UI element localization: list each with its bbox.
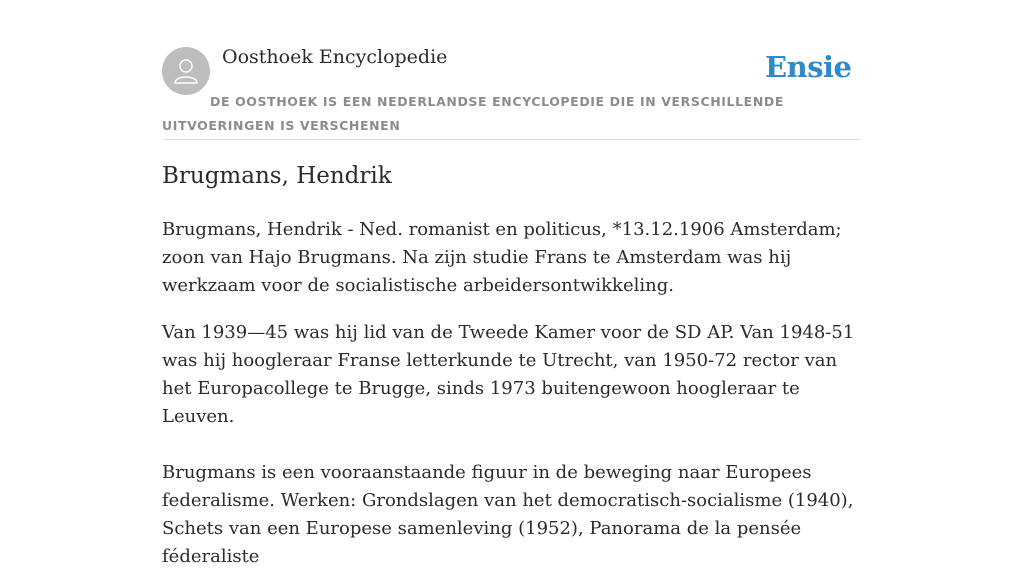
article-body: [162, 216, 862, 571]
article-paragraph: Brugmans, Hendrik - Ned. romanist en politicus, *13.12.1906 Amsterdam; zoon van Hajo Brugmans. Na zijn studie Frans te Amsterdam was hij werkzaam voor de socialistische arbeidersontwikkeling.: [162, 219, 842, 296]
user-icon: [171, 56, 201, 86]
article-paragraph: Brugmans is een vooraanstaande figuur in de beweging naar Europees federalisme. Werken: Grondslagen van het democratisch-socialisme (1940), Schets van een Europese samenleving (1952), Panorama de la pensée féderaliste: [162, 462, 854, 567]
header-divider: [162, 139, 862, 140]
brand-logo[interactable]: Ensie: [765, 50, 852, 84]
site-tagline: DE OOSTHOEK IS EEN NEDERLANDSE ENCYCLOPEDIE DIE IN VERSCHILLENDE UITVOERINGEN IS VERSCHENEN: [162, 94, 784, 133]
avatar[interactable]: [162, 47, 210, 95]
article-title: Brugmans, Hendrik: [162, 163, 392, 189]
site-name[interactable]: Oosthoek Encyclopedie: [222, 46, 448, 68]
article-paragraph: Van 1939—45 was hij lid van de Tweede Kamer voor de SD AP. Van 1948-51 was hij hoogleraar Franse letterkunde te Utrecht, van 1950-72 rector van het Europacollege te Brugge, sinds 1973 buitengewoon hoogleraar te Leuven.: [162, 322, 855, 427]
